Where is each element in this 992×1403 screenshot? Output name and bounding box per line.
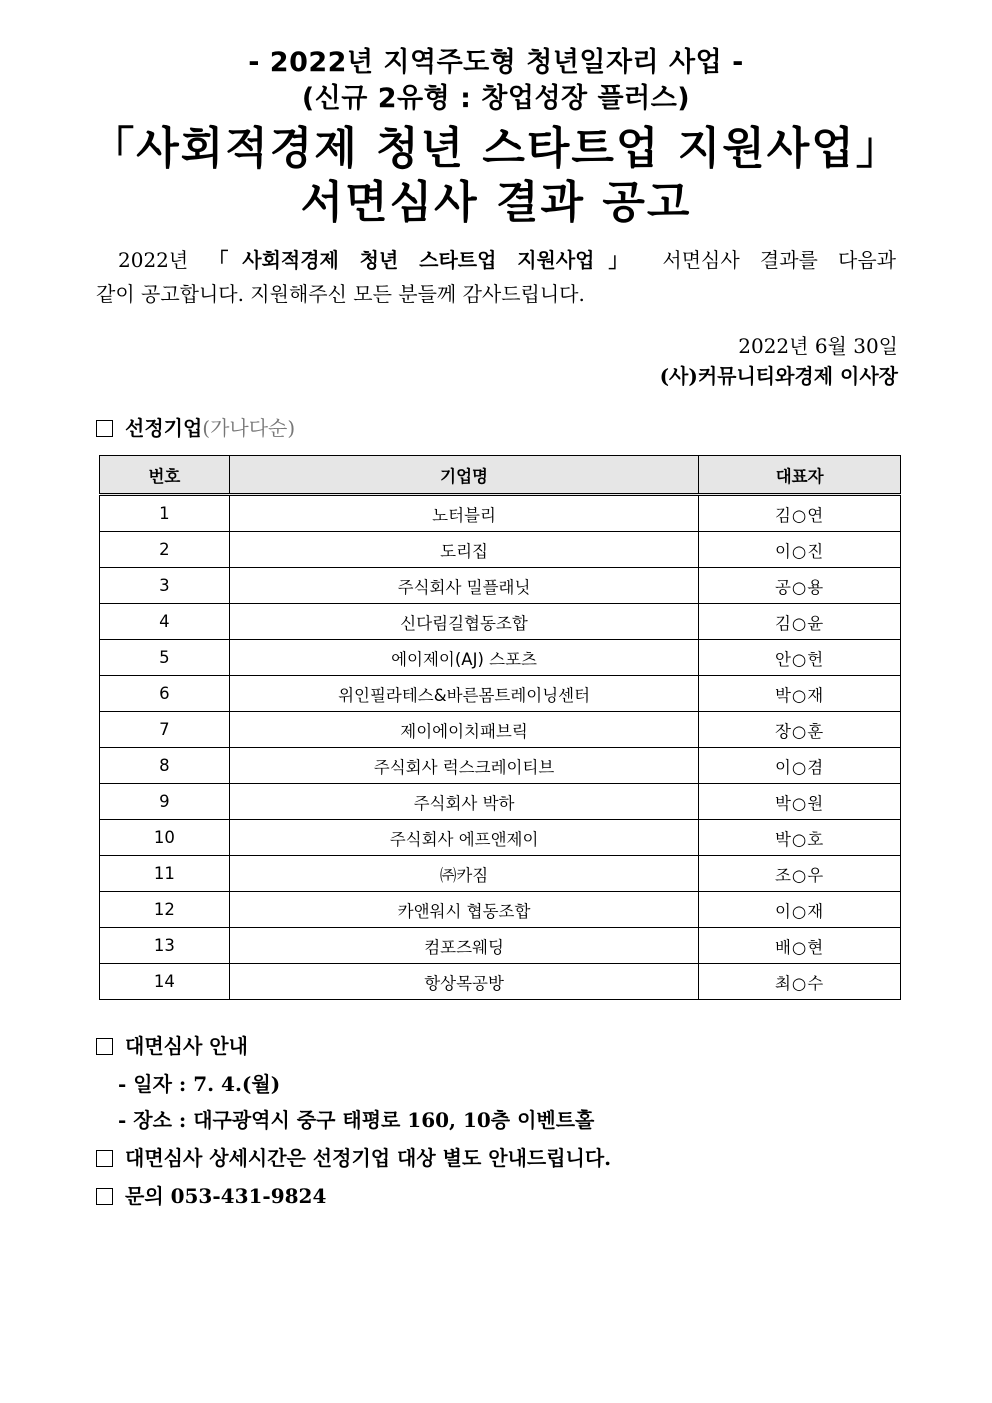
interview-heading [96, 1030, 248, 1059]
intro-prefix: 2022년 [118, 248, 189, 272]
cell-company: 주식회사 에프앤제이 [229, 820, 698, 856]
header-line2: (신규 2유형 : 창업성장 플러스) [301, 83, 691, 114]
table-row [100, 712, 901, 748]
schedule-notice-text: 대면심사 상세시간은 선정기업 대상 별도 안내드립니다. [125, 1146, 612, 1170]
header-line1: - 2022년 지역주도형 청년일자리 사업 - [248, 47, 744, 78]
table-row [100, 892, 901, 928]
cell-number: 4 [100, 604, 230, 640]
issuer: (사)커뮤니티와경제 이사장 [659, 364, 898, 388]
intro-paragraph-line1 [96, 244, 896, 273]
cell-company: 위인필라테스&바른몸트레이닝센터 [229, 676, 698, 712]
cell-number: 3 [100, 568, 230, 604]
selected-heading [96, 412, 295, 441]
cell-company: ㈜카짐 [229, 856, 698, 892]
cell-company: 도리집 [229, 532, 698, 568]
interview-place: - 장소 : 대구광역시 중구 태평로 160, 10층 이벤트홀 [118, 1108, 595, 1132]
table-row [100, 964, 901, 1000]
cell-representative: 김○연 [699, 495, 901, 532]
table-row [100, 676, 901, 712]
cell-number: 1 [100, 495, 230, 532]
contact-info [96, 1180, 326, 1209]
cell-number: 11 [100, 856, 230, 892]
checkbox-square-icon [96, 1038, 113, 1055]
contact-text: 문의 053-431-9824 [125, 1184, 327, 1208]
cell-company: 컴포즈웨딩 [229, 928, 698, 964]
document-title: 「사회적경제 청년 스타트업 지원사업」 [90, 123, 902, 174]
cell-company: 카앤워시 협동조합 [229, 892, 698, 928]
cell-representative: 김○윤 [699, 604, 901, 640]
table-row [100, 495, 901, 532]
interview-heading-label: 대면심사 안내 [125, 1034, 248, 1058]
cell-number: 6 [100, 676, 230, 712]
cell-company: 주식회사 밀플래닛 [229, 568, 698, 604]
cell-company: 노터블리 [229, 495, 698, 532]
table-row [100, 640, 901, 676]
column-header-company: 기업명 [229, 456, 698, 495]
cell-representative: 최○수 [699, 964, 901, 1000]
cell-company: 신다림길협동조합 [229, 604, 698, 640]
selected-companies-table [99, 455, 901, 1000]
intro-suffix: 서면심사 결과를 다음과 [662, 248, 896, 272]
table-row [100, 568, 901, 604]
cell-representative: 공○용 [699, 568, 901, 604]
cell-representative: 이○진 [699, 532, 901, 568]
cell-representative: 박○재 [699, 676, 901, 712]
cell-representative: 배○현 [699, 928, 901, 964]
table-row [100, 532, 901, 568]
checkbox-square-icon [96, 1150, 113, 1167]
cell-number: 14 [100, 964, 230, 1000]
cell-representative: 안○헌 [699, 640, 901, 676]
document-subtitle: 서면심사 결과 공고 [300, 177, 692, 228]
cell-number: 7 [100, 712, 230, 748]
table-row [100, 928, 901, 964]
cell-number: 2 [100, 532, 230, 568]
cell-number: 10 [100, 820, 230, 856]
schedule-notice [96, 1142, 611, 1171]
cell-number: 8 [100, 748, 230, 784]
cell-number: 5 [100, 640, 230, 676]
cell-company: 항상목공방 [229, 964, 698, 1000]
issue-date: 2022년 6월 30일 [738, 334, 898, 358]
cell-number: 9 [100, 784, 230, 820]
cell-representative: 이○겸 [699, 748, 901, 784]
interview-date: - 일자 : 7. 4.(월) [118, 1072, 281, 1096]
table-row [100, 820, 901, 856]
selected-heading-label: 선정기업 [125, 416, 203, 440]
column-header-number: 번호 [100, 456, 230, 495]
selected-note: (가나다순) [202, 416, 296, 440]
table-row [100, 784, 901, 820]
checkbox-square-icon [96, 420, 113, 437]
checkbox-square-icon [96, 1188, 113, 1205]
table-row [100, 856, 901, 892]
table-header-row [100, 456, 901, 495]
cell-company: 에이제이(AJ) 스포츠 [229, 640, 698, 676]
cell-representative: 조○우 [699, 856, 901, 892]
cell-representative: 이○재 [699, 892, 901, 928]
cell-representative: 박○원 [699, 784, 901, 820]
cell-company: 주식회사 박하 [229, 784, 698, 820]
cell-number: 13 [100, 928, 230, 964]
cell-representative: 장○훈 [699, 712, 901, 748]
intro-paragraph-line2: 같이 공고합니다. 지원해주신 모든 분들께 감사드립니다. [96, 282, 585, 306]
table-row [100, 604, 901, 640]
column-header-representative: 대표자 [699, 456, 901, 495]
cell-company: 주식회사 럭스크레이티브 [229, 748, 698, 784]
intro-program: 「사회적경제 청년 스타트업 지원사업」 [208, 248, 643, 272]
cell-number: 12 [100, 892, 230, 928]
table-row [100, 748, 901, 784]
cell-representative: 박○호 [699, 820, 901, 856]
cell-company: 제이에이치패브릭 [229, 712, 698, 748]
